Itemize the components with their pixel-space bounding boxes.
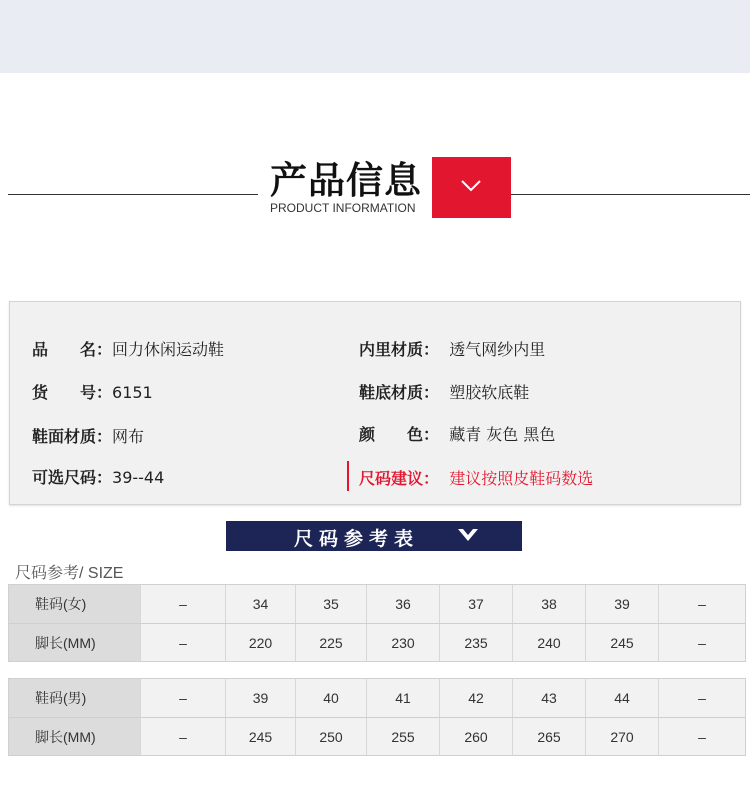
table-cell: 鞋码(男)	[9, 679, 141, 717]
info-upper-value: 网布	[112, 427, 145, 446]
advice-divider	[347, 461, 349, 491]
table-cell: 230	[367, 624, 440, 661]
table-cell: 255	[367, 718, 440, 755]
table-cell: –	[659, 585, 745, 623]
info-advice	[359, 466, 593, 489]
info-sole-value: 塑胶软底鞋	[449, 383, 530, 402]
top-banner	[0, 0, 750, 73]
table-cell: –	[141, 585, 226, 623]
page-subtitle: PRODUCT INFORMATION	[270, 201, 416, 215]
table-cell: 41	[367, 679, 440, 717]
table-cell: 225	[296, 624, 367, 661]
table-row	[9, 679, 745, 717]
info-upper	[32, 424, 144, 447]
table-row	[9, 585, 745, 623]
info-sku-label: 货 号：	[32, 383, 113, 402]
table-cell: 鞋码(女)	[9, 585, 141, 623]
table-cell: 245	[226, 718, 296, 755]
table-cell: 265	[513, 718, 586, 755]
info-color-value: 藏青 灰色 黑色	[449, 425, 556, 444]
table-cell: –	[659, 718, 745, 755]
table-cell: –	[659, 624, 745, 661]
table-cell: –	[141, 624, 226, 661]
table-cell: 39	[586, 585, 659, 623]
table-cell: –	[659, 679, 745, 717]
table-cell: 40	[296, 679, 367, 717]
table-cell: 270	[586, 718, 659, 755]
women-size-table	[8, 584, 746, 662]
table-cell: –	[141, 718, 226, 755]
info-advice-label: 尺码建议：	[359, 469, 440, 488]
chevron-down-icon	[458, 529, 478, 543]
table-cell: 39	[226, 679, 296, 717]
table-cell: 脚长(MM)	[9, 624, 141, 661]
table-cell: 37	[440, 585, 513, 623]
chevron-down-icon	[460, 179, 482, 193]
size-chart-banner	[226, 521, 522, 551]
info-sku	[32, 380, 153, 403]
table-cell: 38	[513, 585, 586, 623]
men-size-table	[8, 678, 746, 756]
info-sku-value: 6151	[112, 383, 153, 402]
info-name-label: 品 名：	[32, 340, 113, 359]
table-cell: 44	[586, 679, 659, 717]
info-lining-label: 内里材质：	[359, 340, 440, 359]
table-cell: 43	[513, 679, 586, 717]
table-cell: 235	[440, 624, 513, 661]
table-cell: 42	[440, 679, 513, 717]
table-cell: 260	[440, 718, 513, 755]
table-cell: 245	[586, 624, 659, 661]
table-row	[9, 717, 745, 755]
table-cell: 35	[296, 585, 367, 623]
info-sizes-value: 39--44	[112, 468, 165, 487]
table-cell: –	[141, 679, 226, 717]
table-cell: 220	[226, 624, 296, 661]
table-cell: 250	[296, 718, 367, 755]
info-advice-value: 建议按照皮鞋码数选	[449, 469, 594, 488]
table-cell: 240	[513, 624, 586, 661]
table-cell: 34	[226, 585, 296, 623]
info-name-value: 回力休闲运动鞋	[112, 340, 225, 359]
size-reference-label: 尺码参考/ SIZE	[15, 565, 124, 582]
info-name	[32, 337, 224, 360]
info-lining	[359, 337, 545, 360]
info-sole-label: 鞋底材质：	[359, 383, 440, 402]
table-cell: 脚长(MM)	[9, 718, 141, 755]
info-sizes	[32, 465, 164, 488]
info-color	[359, 422, 555, 445]
info-lining-value: 透气网纱内里	[449, 340, 546, 359]
info-sizes-label: 可选尺码：	[32, 468, 113, 487]
header-accent-box	[432, 157, 511, 218]
size-chart-title: 尺码参考表	[294, 528, 420, 550]
info-sole	[359, 380, 529, 403]
table-cell: 36	[367, 585, 440, 623]
info-upper-label: 鞋面材质：	[32, 427, 113, 446]
page-title: 产品信息	[270, 159, 422, 202]
info-color-label: 颜 色：	[359, 425, 440, 444]
table-row	[9, 623, 745, 661]
